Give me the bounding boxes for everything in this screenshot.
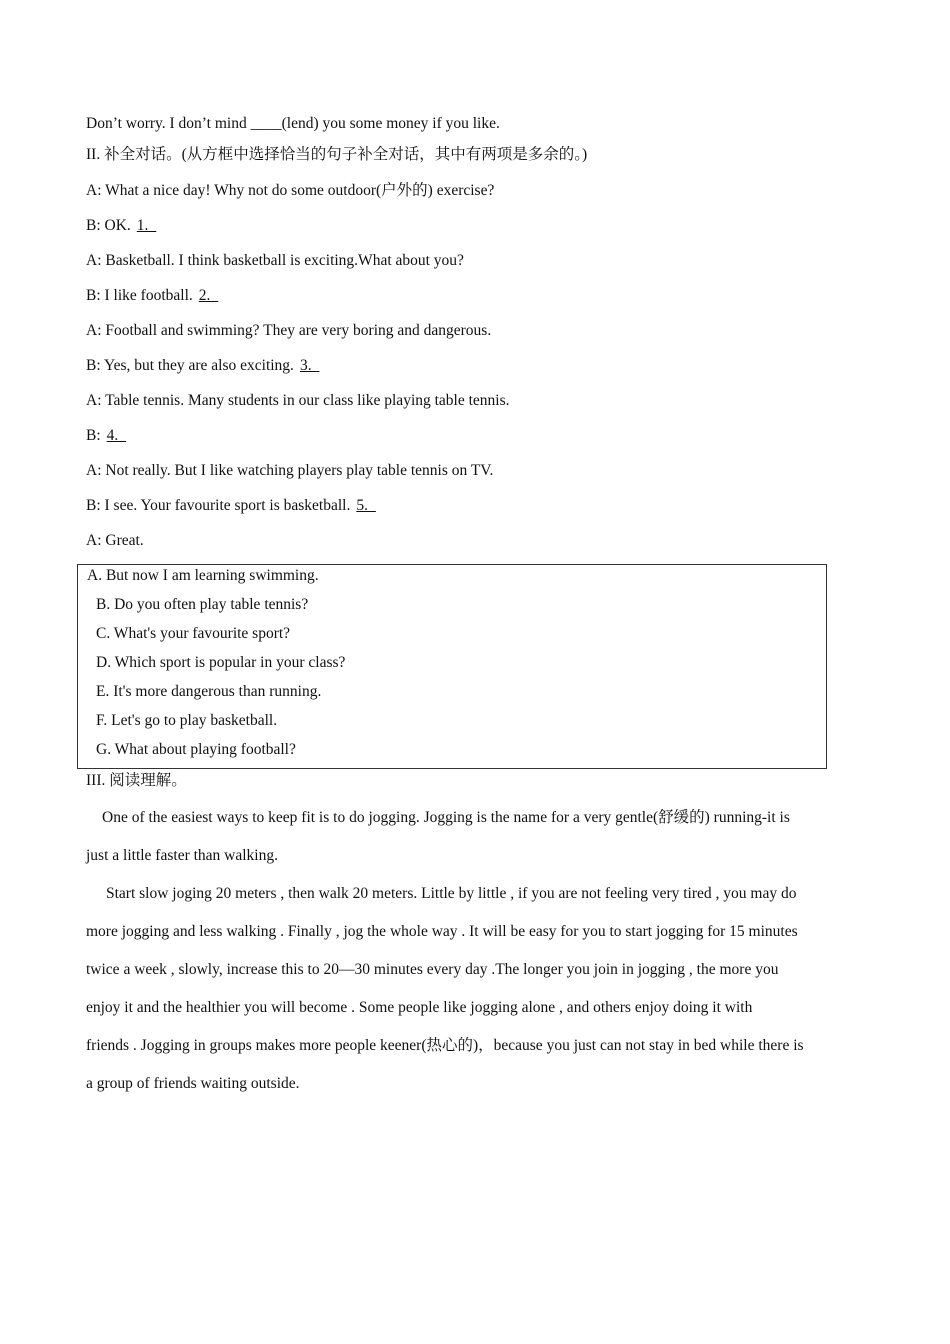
dialogue-line	[86, 182, 494, 200]
dialogue-text: A: Football and swimming? They are very boring and dangerous.	[86, 322, 492, 339]
answer-blank: 2._	[198, 287, 219, 304]
option-item: G. What about playing football?	[96, 741, 296, 758]
option-item: C. What's your favourite sport?	[96, 625, 291, 642]
passage-line: One of the easiest ways to keep fit is to do jogging. Jogging is the name for a very gentle(舒缓的) running-it is	[102, 809, 790, 826]
dialogue-line	[86, 217, 156, 235]
dialogue-text: A: Great.	[86, 532, 144, 549]
dialogue-line	[86, 357, 319, 375]
dialogue-text: B: I see. Your favourite sport is basketball.	[86, 497, 351, 514]
passage-line: more jogging and less walking . Finally , jog the whole way . It will be easy for you to start jogging for 15 minutes	[86, 923, 798, 940]
option-item: D. Which sport is popular in your class?	[96, 654, 346, 671]
answer-blank: 4._	[106, 427, 127, 444]
answer-blank: 1._	[136, 217, 157, 234]
dialogue-line	[86, 497, 376, 515]
answer-blank: 3._	[299, 357, 320, 374]
dialogue-line	[86, 322, 491, 340]
option-item: F. Let's go to play basketball.	[96, 712, 278, 729]
passage-line: twice a week , slowly, increase this to 20—30 minutes every day .The longer you join in jogging , the more you	[86, 961, 779, 978]
dialogue-text: A: What a nice day! Why not do some outdoor(户外的) exercise?	[86, 182, 495, 199]
dialogue-line	[86, 532, 144, 550]
section3-heading: III. 阅读理解。	[86, 772, 187, 789]
answer-blank: 5._	[356, 497, 376, 514]
dialogue-line	[86, 252, 464, 270]
passage-line: Start slow joging 20 meters , then walk 20 meters. Little by little , if you are not feeling very tired , you may do	[106, 885, 797, 902]
options-box	[77, 564, 827, 769]
dialogue-text: B: OK.	[86, 217, 131, 234]
dialogue-text: B: I like football.	[86, 287, 193, 304]
dialogue-text: A: Table tennis. Many students in our class like playing table tennis.	[86, 392, 510, 409]
dialogue-text: A: Not really. But I like watching players play table tennis on TV.	[86, 462, 494, 479]
intro-sentence: Don’t worry. I don’t mind ____(lend) you some money if you like.	[86, 115, 500, 132]
passage-line: just a little faster than walking.	[86, 847, 278, 864]
section2-heading: II. 补全对话。(从方框中选择恰当的句子补全对话，其中有两项是多余的。)	[86, 146, 588, 163]
option-item: E. It's more dangerous than running.	[96, 683, 322, 700]
passage-line: enjoy it and the healthier you will become . Some people like jogging alone , and others enjoy doing it with	[86, 999, 753, 1016]
dialogue-line	[86, 392, 510, 410]
passage-line: friends . Jogging in groups makes more people keener(热心的)，because you just can not stay in bed while there is	[86, 1037, 804, 1054]
option-item: A. But now I am learning swimming.	[87, 567, 319, 584]
option-item: B. Do you often play table tennis?	[96, 596, 309, 613]
dialogue-text: B:	[86, 427, 101, 444]
passage-line: a group of friends waiting outside.	[86, 1075, 300, 1092]
dialogue-text: B: Yes, but they are also exciting.	[86, 357, 294, 374]
dialogue-line	[86, 462, 493, 480]
dialogue-line	[86, 287, 218, 305]
dialogue-text: A: Basketball. I think basketball is exciting.What about you?	[86, 252, 464, 269]
dialogue-line	[86, 427, 126, 445]
